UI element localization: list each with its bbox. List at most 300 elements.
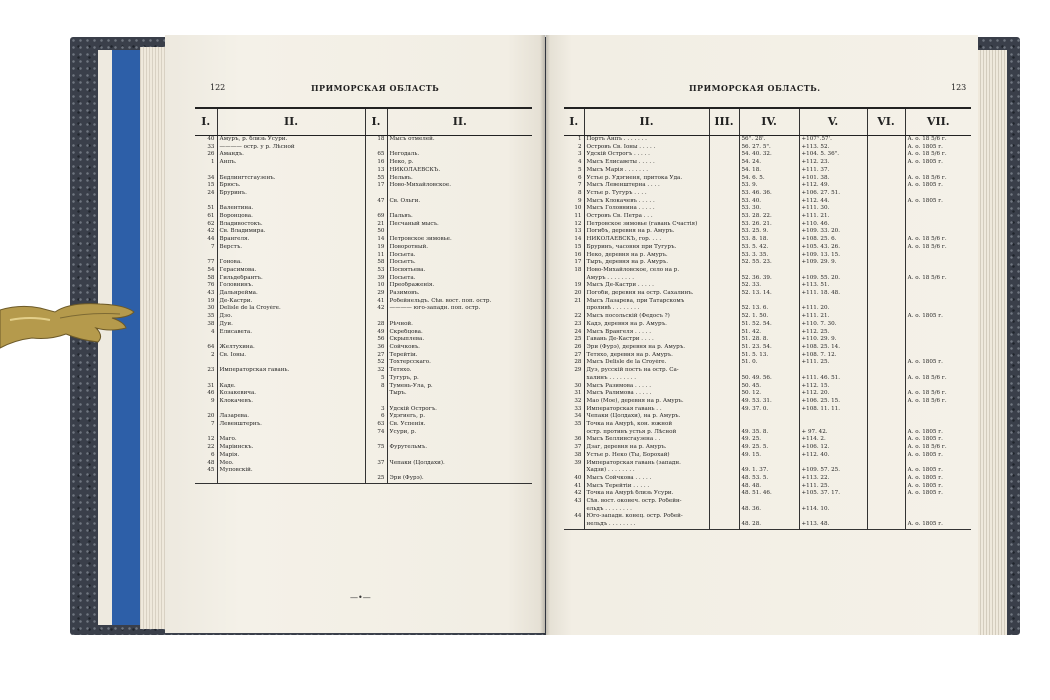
table-row (195, 421, 532, 429)
table-cell (217, 252, 365, 260)
table-cell: ельдъ . . . . . . . . (584, 506, 709, 514)
table-cell: Мысъ Де-Кастри . . . . . (584, 282, 709, 290)
table-cell: +113. 22. (799, 475, 867, 483)
table-cell: А. о. 1805 г. (905, 159, 971, 167)
table-row (564, 198, 971, 206)
table-cell: +113. 51. (799, 282, 867, 290)
table-cell (709, 367, 739, 375)
table-cell: 12 (207, 436, 215, 443)
table-cell (905, 352, 971, 360)
table-cell: 26 (207, 151, 215, 158)
table-cell: 35 (574, 421, 582, 428)
table-cell: +111. 25. (799, 483, 867, 491)
table-cell (905, 228, 971, 236)
table-cell: 43 (574, 498, 582, 505)
table-cell: Посьетъ. (387, 259, 532, 267)
table-cell (709, 198, 739, 206)
table-cell (867, 221, 905, 229)
table-cell: Желтухина. (217, 344, 365, 352)
table-cell (867, 483, 905, 491)
table-cell (365, 390, 387, 398)
table-row (195, 244, 532, 252)
table-cell: +108. 25. 6. (799, 236, 867, 244)
table-cell: +109. 55. 20. (799, 275, 867, 283)
table-cell (217, 167, 365, 175)
table-cell (365, 452, 387, 460)
table-cell: 76 (207, 282, 215, 289)
table-cell (867, 290, 905, 298)
table-cell: Врангеля. (217, 236, 365, 244)
table-cell: остр. противъ устья р. Лѣсной (584, 429, 709, 437)
table-row (564, 175, 971, 183)
table-cell: 51. 23. 54. (739, 344, 799, 352)
table-cell (867, 498, 905, 506)
table-row (195, 429, 532, 437)
table-cell: 69 (365, 213, 387, 221)
table-row (195, 352, 532, 360)
table-cell: 43 (207, 290, 215, 297)
table-cell: Левенштернъ. (217, 421, 365, 429)
table-cell (365, 398, 387, 406)
table-cell: А. о. 1805 г. (905, 198, 971, 206)
table-row (195, 198, 532, 206)
table-cell: 23 (574, 320, 582, 327)
table-row (564, 236, 971, 244)
table-cell: 31 (574, 390, 582, 397)
table-cell (709, 205, 739, 213)
table-row (195, 282, 532, 290)
table-cell: 6 (577, 174, 582, 181)
table-cell (195, 429, 217, 437)
table-cell: А. о. 18 5/6 г. (905, 390, 971, 398)
table-cell (195, 198, 217, 206)
table-cell: 15 (574, 243, 582, 250)
table-cell: 75 (365, 444, 387, 452)
table-cell: 50 (365, 228, 387, 236)
table-cell: Посьета. (387, 252, 532, 260)
table-cell: Герасимова. (217, 267, 365, 275)
table-cell: 62 (207, 220, 215, 227)
open-book (70, 35, 1020, 635)
table-row (195, 275, 532, 283)
table-cell: 56°. 28'. (739, 136, 799, 144)
table-row (564, 344, 971, 352)
table-cell (739, 367, 799, 375)
table-cell: +112. 23. (799, 159, 867, 167)
table-row (195, 375, 532, 383)
table-row (195, 359, 532, 367)
table-row (564, 521, 971, 529)
table-cell: Рѣчной. (387, 321, 532, 329)
table-cell: Мысъ посольскій (Федосъ ?) (584, 313, 709, 321)
table-cell: 49. 53. 31. (739, 398, 799, 406)
table-cell: 6 (210, 451, 215, 458)
table-cell (905, 259, 971, 267)
table-cell (387, 205, 532, 213)
table-cell: Посвятьева. (387, 267, 532, 275)
table-cell: Петровское зимовье. (387, 236, 532, 244)
table-cell: 38 (574, 451, 582, 458)
table-row (564, 498, 971, 506)
table-cell: Козакевича. (217, 390, 365, 398)
table-cell (905, 506, 971, 514)
table-row (195, 313, 532, 321)
table-cell: +111. 37. (799, 167, 867, 175)
table-cell: Муповскій. (217, 467, 365, 475)
table-cell (709, 467, 739, 475)
table-cell: А. о. 1805 г. (905, 490, 971, 498)
table-row (564, 460, 971, 468)
page-header: ПРИМОРСКАЯ ОБЛАСТЬ (311, 83, 440, 93)
table-row (564, 159, 971, 167)
column-header: IV. (739, 108, 799, 136)
table-row (195, 383, 532, 391)
table-cell (365, 190, 387, 198)
table-cell (365, 436, 387, 444)
table-cell: 33 (574, 405, 582, 412)
table-cell (709, 359, 739, 367)
table-row (195, 228, 532, 236)
table-cell (867, 398, 905, 406)
table-cell (217, 406, 365, 414)
table-cell: 10 (574, 205, 582, 212)
table-cell: 8 (365, 383, 387, 391)
table-cell: Императорская гавань (западн. (584, 460, 709, 468)
table-cell: 50. 12. (739, 390, 799, 398)
table-cell (709, 313, 739, 321)
table-cell: 49. 1. 37. (739, 467, 799, 475)
table-cell: Посьета. (387, 275, 532, 283)
table-row (564, 167, 971, 175)
table-row (564, 406, 971, 414)
table-cell (564, 506, 584, 514)
table-cell (867, 190, 905, 198)
table-row (195, 267, 532, 275)
table-cell: 23 (207, 367, 215, 374)
table-cell: 44 (207, 236, 215, 243)
table-cell (867, 513, 905, 521)
table-cell (905, 498, 971, 506)
table-cell: А. о. 18 5/6 г. (905, 151, 971, 159)
table-cell (387, 467, 532, 475)
table-row (195, 144, 532, 152)
table-cell (709, 167, 739, 175)
table-cell: 42 (574, 490, 582, 497)
table-cell (387, 398, 532, 406)
table-cell: 3 (577, 151, 582, 158)
table-cell: Гильдебрантъ. (217, 275, 365, 283)
table-cell: +112. 20. (799, 390, 867, 398)
table-row (564, 421, 971, 429)
table-cell: +107°.57'. (799, 136, 867, 144)
table-cell: 58 (365, 259, 387, 267)
table-cell: 48. 53. 5. (739, 475, 799, 483)
table-cell: 28 (574, 359, 582, 366)
table-row (195, 290, 532, 298)
table-cell: 39 (574, 459, 582, 466)
table-row (195, 236, 532, 244)
table-cell (709, 159, 739, 167)
table-row (564, 267, 971, 275)
table-cell (709, 375, 739, 383)
table-cell: 9 (210, 397, 215, 404)
table-row (195, 175, 532, 183)
table-cell: 25 (574, 336, 582, 343)
table-cell (709, 521, 739, 529)
table-cell: 20 (207, 413, 215, 420)
table-cell: Тугуръ, р. (387, 375, 532, 383)
table-row (564, 182, 971, 190)
table-cell (709, 236, 739, 244)
table-cell: 53. 5. 42. (739, 244, 799, 252)
table-cell: 52. 1. 50. (739, 313, 799, 321)
table-cell: 19 (365, 244, 387, 252)
table-cell: Тетяхо, деревня на р. Амуръ. (584, 352, 709, 360)
table-cell: 47 (365, 198, 387, 206)
table-cell (709, 136, 739, 144)
table-cell (867, 167, 905, 175)
table-cell (905, 205, 971, 213)
table-cell: Робейнельдъ. Сѣв. вост. поп. остр. (387, 298, 532, 306)
table-cell: 52. 13. 14. (739, 290, 799, 298)
table-cell (905, 460, 971, 468)
table-cell: 11 (574, 213, 582, 220)
table-cell: 32 (365, 367, 387, 375)
table-cell: +114. 10. (799, 506, 867, 514)
table-cell: 41 (574, 482, 582, 489)
table-cell (905, 321, 971, 329)
table-cell: Мысъ Сойчкова . . . . . (584, 475, 709, 483)
table-cell (905, 190, 971, 198)
table-cell: Мысъ Беллинсгаузена . . (584, 436, 709, 444)
table-cell: Разимовъ. (387, 290, 532, 298)
table-cell: Лазарева. (217, 413, 365, 421)
table-cell (387, 436, 532, 444)
table-cell: 39 (365, 275, 387, 283)
table-cell: А. о. 1805 г. (905, 144, 971, 152)
table-cell (217, 359, 365, 367)
table-cell (867, 313, 905, 321)
table-cell (867, 467, 905, 475)
table-row (195, 151, 532, 159)
table-cell: 31 (207, 382, 215, 389)
table-cell (217, 475, 365, 483)
table-cell (867, 421, 905, 429)
table-cell (365, 205, 387, 213)
table-row (195, 329, 532, 337)
table-cell: Дзо. (217, 313, 365, 321)
table-cell (799, 267, 867, 275)
table-cell: Тумень-Ула, р. (387, 383, 532, 391)
table-row (195, 367, 532, 375)
table-cell (709, 213, 739, 221)
table-cell: 17 (365, 182, 387, 190)
table-cell: Дуи. (217, 321, 365, 329)
table-cell: Марія. (217, 452, 365, 460)
table-row (195, 298, 532, 306)
table-cell: 14 (365, 236, 387, 244)
table-cell: 18 (574, 266, 582, 273)
column-header: V. (799, 108, 867, 136)
table-cell (867, 198, 905, 206)
table-cell: Дзаг, деревня на р. Амуръ. (584, 444, 709, 452)
table-cell: 54. 40. 32. (739, 151, 799, 159)
table-cell (867, 282, 905, 290)
table-cell (195, 167, 217, 175)
table-row (195, 190, 532, 198)
table-cell: 52 (365, 359, 387, 367)
table-cell (709, 513, 739, 521)
table-cell: Гонова. (217, 259, 365, 267)
table-cell (905, 267, 971, 275)
table-cell: +111. 20. (799, 305, 867, 313)
table-cell (867, 383, 905, 391)
table-cell: Хадзи) . . . . . . . . (584, 467, 709, 475)
table-row (564, 490, 971, 498)
table-cell (564, 275, 584, 283)
table-cell: А. о. 18 5/6 г. (905, 444, 971, 452)
table-cell: Св. Ольги. (387, 198, 532, 206)
table-cell (709, 298, 739, 306)
table-cell: 4 (210, 328, 215, 335)
table-cell (867, 252, 905, 260)
table-cell: НИКОЛАЕВСКЪ, гор. . . . (584, 236, 709, 244)
table-row (195, 136, 532, 144)
table-cell: Неко, деревня на р. Амуръ. (584, 252, 709, 260)
table-cell: 52. 13. 6. (739, 305, 799, 313)
table-cell: 19 (207, 297, 215, 304)
table-cell: 48. 51. 46. (739, 490, 799, 498)
table-cell: Мысъ Ралимова . . . . . (584, 390, 709, 398)
table-cell (709, 498, 739, 506)
table-cell (709, 344, 739, 352)
table-cell (739, 421, 799, 429)
table-cell: Верстъ. (217, 244, 365, 252)
table-cell (195, 252, 217, 260)
column-header: II. (387, 108, 532, 136)
table-cell (564, 467, 584, 475)
table-row (564, 329, 971, 337)
table-cell (709, 352, 739, 360)
page-header: ПРИМОРСКАЯ ОБЛАСТЬ. (689, 83, 821, 93)
table-cell: 52. 33. (739, 282, 799, 290)
table-row (195, 467, 532, 475)
table-cell: Св. Владимира. (217, 228, 365, 236)
table-cell: 52. 36. 39. (739, 275, 799, 283)
table-cell: 53. 46. 36. (739, 190, 799, 198)
table-cell (867, 406, 905, 414)
table-cell: +113. 52. (799, 144, 867, 152)
table-cell (709, 228, 739, 236)
table-cell (867, 213, 905, 221)
table-cell: Мысъ Лазарева, при Татарскомъ (584, 298, 709, 306)
table-cell: Елисавета. (217, 329, 365, 337)
table-cell (867, 151, 905, 159)
table-cell (195, 336, 217, 344)
table-cell (867, 244, 905, 252)
table-cell: Амуръ . . . . . . . . (584, 275, 709, 283)
table-cell (709, 421, 739, 429)
table-cell: Островъ Св. Іоны . . . . . (584, 144, 709, 152)
table-cell (905, 252, 971, 260)
table-cell: +106. 25. 15. (799, 398, 867, 406)
table-cell: Эри (Фурэ). (387, 475, 532, 483)
table-cell (867, 275, 905, 283)
table-cell: 51. 52. 54. (739, 321, 799, 329)
table-cell: 14 (574, 236, 582, 243)
table-cell: Усури, р. (387, 429, 532, 437)
table-cell (867, 352, 905, 360)
column-header: III. (709, 108, 739, 136)
table-cell: 22 (207, 444, 215, 451)
table-row (195, 252, 532, 260)
table-cell: Преображенія. (387, 282, 532, 290)
table-cell: 53. 3. 35. (739, 252, 799, 260)
table-row (564, 205, 971, 213)
table-cell: А. о. 1805 г. (905, 313, 971, 321)
table-row (195, 444, 532, 452)
table-cell (799, 298, 867, 306)
table-cell (739, 267, 799, 275)
table-cell: Бруринъ, часовня при Тугуръ. (584, 244, 709, 252)
table-row (564, 136, 971, 144)
table-row (564, 436, 971, 444)
table-cell (867, 259, 905, 267)
table-cell: 54. 24. (739, 159, 799, 167)
table-cell (799, 498, 867, 506)
table-cell (867, 367, 905, 375)
table-cell (564, 429, 584, 437)
table-cell (867, 136, 905, 144)
table-cell: 7 (210, 421, 215, 428)
table-cell (739, 460, 799, 468)
table-cell: 77 (207, 259, 215, 266)
table-cell (867, 298, 905, 306)
table-cell: +114. 2. (799, 436, 867, 444)
table-cell: Мысъ Головнина . . . . . (584, 205, 709, 213)
table-cell: +106. 12. (799, 444, 867, 452)
table-cell: 3 (365, 406, 387, 414)
table-cell: НИКОЛАЕВСКЪ. (387, 167, 532, 175)
table-cell: 32 (574, 397, 582, 404)
table-cell: 24 (207, 189, 215, 196)
table-cell: 11 (365, 252, 387, 260)
table-cell: +105. 43. 26. (799, 244, 867, 252)
table-cell: 46 (207, 390, 215, 397)
table-cell: Погибъ, деревня на р. Амуръ. (584, 228, 709, 236)
table-cell: 58 (207, 274, 215, 281)
table-cell (709, 390, 739, 398)
table-row (564, 475, 971, 483)
table-cell (709, 413, 739, 421)
table-cell: Устье р. Неко (Ты, Борохай) (584, 452, 709, 460)
table-cell (217, 198, 365, 206)
table-cell: 27 (365, 352, 387, 360)
table-cell: +109. 13. 15. (799, 252, 867, 260)
table-cell: 51. 5. 13. (739, 352, 799, 360)
table-cell: 29 (574, 367, 582, 374)
table-cell: халинъ . . . . . . . . (584, 375, 709, 383)
table-cell (799, 421, 867, 429)
table-cell (709, 321, 739, 329)
table-cell: 55 (365, 175, 387, 183)
table-cell: +106. 27. 51. (799, 190, 867, 198)
table-cell: Точка на Амурѣ, кон. южной (584, 421, 709, 429)
table-cell: 20 (574, 290, 582, 297)
table-cell (709, 244, 739, 252)
table-row (195, 406, 532, 414)
table-cell: Тохтерсскаго. (387, 359, 532, 367)
